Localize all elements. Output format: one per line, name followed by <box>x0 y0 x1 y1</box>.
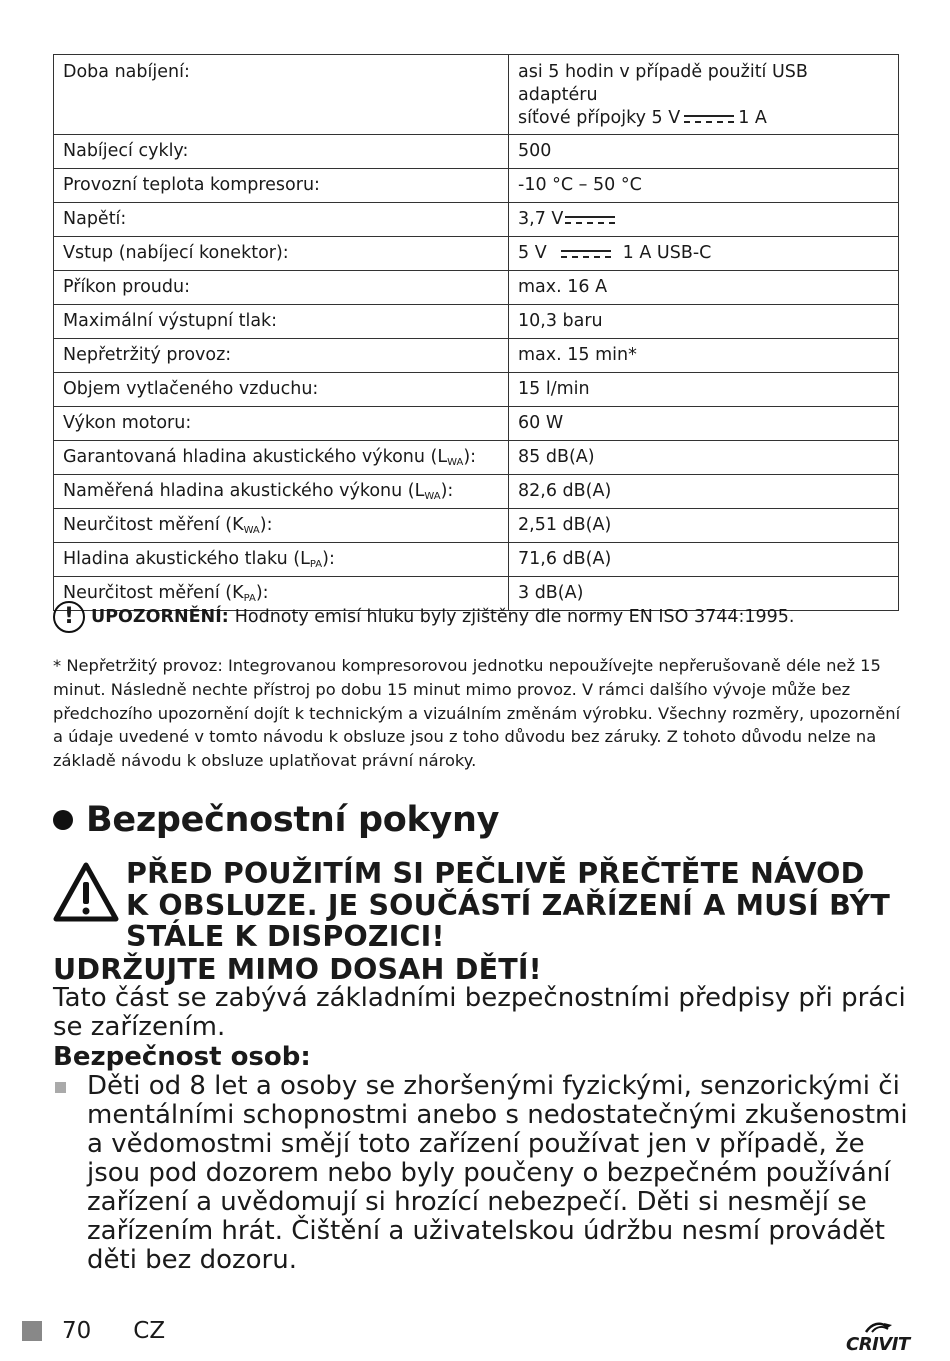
warning-block <box>53 858 913 953</box>
spec-label-part: ): <box>259 515 273 535</box>
list-item <box>53 1072 913 1275</box>
table-row <box>54 543 899 577</box>
table-row <box>54 203 899 237</box>
spec-label: Nepřetržitý provoz: <box>54 339 509 373</box>
spec-label-part: Neurčitost měření (K <box>63 583 244 603</box>
spec-value-part: 5 V <box>518 243 547 263</box>
spec-label: Provozní teplota kompresoru: <box>54 169 509 203</box>
section-title <box>53 800 499 840</box>
table-row <box>54 305 899 339</box>
spec-label <box>54 441 509 475</box>
brand-logo <box>846 1320 916 1356</box>
spec-value-part: síťové přípojky 5 V <box>518 108 681 128</box>
spec-label-sub: PA <box>309 559 323 570</box>
table-row <box>54 475 899 509</box>
notice-label: UPOZORNĚNÍ: <box>91 607 229 627</box>
spec-label: Výkon motoru: <box>54 407 509 441</box>
spec-table <box>53 54 899 611</box>
warning-triangle-icon <box>53 862 119 922</box>
spec-label <box>54 543 509 577</box>
spec-label-sub: PA <box>243 593 256 604</box>
table-row <box>54 373 899 407</box>
warning-line: STÁLE K DISPOZICI! <box>126 920 445 953</box>
spec-label <box>54 509 509 543</box>
spec-label: Nabíjecí cykly: <box>54 135 509 169</box>
page-footer <box>22 1318 165 1344</box>
notice-text: Hodnoty emisí hluku byly zjištěny dle normy EN ISO 3744:1995. <box>234 607 795 627</box>
spec-value: 60 W <box>509 407 899 441</box>
table-row <box>54 271 899 305</box>
table-row <box>54 55 899 135</box>
dc-symbol-icon <box>561 248 611 260</box>
spec-value-line <box>518 107 889 130</box>
table-row <box>54 339 899 373</box>
table-row <box>54 135 899 169</box>
spec-value: 10,3 baru <box>509 305 899 339</box>
list-item-text: Děti od 8 let a osoby se zhoršenými fyzickými, senzorickými či mentálními schopnostmi anebo s nedostatečnými zkušenostmi a vědomostmi smějí toto zařízení používat jen v případě, že jsou pod dozorem nebo byly poučeny o bezpečném používání zařízení a uvědomují si hrozící nebezpečí. Děti si nesmějí se zařízením hrát. Čištění a uživatelskou údržbu nesmí provádět děti bez dozoru. <box>87 1071 908 1275</box>
dc-symbol-icon <box>684 113 734 125</box>
spec-value <box>509 203 899 237</box>
spec-value <box>509 55 899 135</box>
spec-label: Napětí: <box>54 203 509 237</box>
brand-name: CRIVIT <box>846 1334 910 1355</box>
heading-bullet-icon <box>53 810 73 830</box>
spec-value: max. 16 A <box>509 271 899 305</box>
spec-label: Vstup (nabíjecí konektor): <box>54 237 509 271</box>
page-number: 70 <box>62 1318 92 1344</box>
spec-value-part: 1 A USB-C <box>622 243 712 263</box>
footer-square-icon <box>22 1321 42 1341</box>
spec-value: 2,51 dB(A) <box>509 509 899 543</box>
footnote: * Nepřetržitý provoz: Integrovanou kompresorovou jednotku nepoužívejte nepřerušovaně déle než 15 minut. Následně nechte přístroj po dobu 15 minut mimo provoz. V rámci dalšího vývoje může bez předchozího upozornění dojít k technickým a vizuálním změnám výrobku. Všechny rozměry, upozornění a údaje uvedené v tomto návodu k obsluze jsou z toho důvodu bez záruky. Z tohoto důvodu nelze na základě návodu k obsluze uplatňovat právní nároky. <box>53 656 901 771</box>
table-row <box>54 169 899 203</box>
table-row <box>54 237 899 271</box>
spec-label: Objem vytlačeného vzduchu: <box>54 373 509 407</box>
warning-line: K OBSLUZE. JE SOUČÁSTÍ ZAŘÍZENÍ A MUSÍ BÝT <box>126 888 890 922</box>
intro-text: Tato část se zabývá základními bezpečnostními předpisy při práci se zařízením. <box>53 983 906 1042</box>
spec-value: -10 °C – 50 °C <box>509 169 899 203</box>
spec-value-part: 3,7 V <box>518 209 564 229</box>
warning-text <box>126 858 913 953</box>
square-bullet-icon <box>55 1082 66 1093</box>
language-code: CZ <box>133 1318 166 1344</box>
spec-label <box>54 475 509 509</box>
table-row <box>54 509 899 543</box>
spec-label-sub: WA <box>447 457 464 468</box>
logo-mark-icon <box>862 1320 932 1334</box>
spec-value: 85 dB(A) <box>509 441 899 475</box>
noise-notice <box>53 600 795 634</box>
spec-value: 71,6 dB(A) <box>509 543 899 577</box>
subheading: Bezpečnost osob: <box>53 1042 311 1072</box>
spec-label-sub: WA <box>243 525 260 536</box>
spec-label-part: Naměřená hladina akustického výkonu (L <box>63 481 425 501</box>
spec-value <box>509 237 899 271</box>
warning-line: PŘED POUŽITÍM SI PEČLIVĚ PŘEČTĚTE NÁVOD <box>126 857 865 890</box>
spec-label-part: ): <box>255 583 269 603</box>
spec-value-line: asi 5 hodin v případě použití USB adaptéru <box>518 62 808 105</box>
exclamation-circle-icon: ! <box>53 601 85 633</box>
spec-value: 500 <box>509 135 899 169</box>
spec-value: 3 dB(A) <box>509 577 899 611</box>
spec-label-sub: WA <box>424 491 441 502</box>
spec-label: Doba nabíjení: <box>54 55 509 135</box>
spec-label-part: ): <box>322 549 335 569</box>
keep-away-heading: UDRŽUJTE MIMO DOSAH DĚTÍ! <box>53 953 542 986</box>
spec-label-part: Hladina akustického tlaku (L <box>63 549 310 569</box>
spec-label: Maximální výstupní tlak: <box>54 305 509 339</box>
section-title-text: Bezpečnostní pokyny <box>86 800 500 840</box>
spec-label-part: ): <box>463 447 477 467</box>
table-row <box>54 441 899 475</box>
table-row <box>54 407 899 441</box>
spec-label: Příkon proudu: <box>54 271 509 305</box>
spec-value: 82,6 dB(A) <box>509 475 899 509</box>
spec-label-part: ): <box>440 481 454 501</box>
spec-label-part: Neurčitost měření (K <box>63 515 244 535</box>
spec-value: 15 l/min <box>509 373 899 407</box>
spec-value: max. 15 min* <box>509 339 899 373</box>
dc-symbol-icon <box>565 214 615 226</box>
spec-value-part: 1 A <box>738 108 767 128</box>
spec-label-part: Garantovaná hladina akustického výkonu (L <box>63 447 448 467</box>
